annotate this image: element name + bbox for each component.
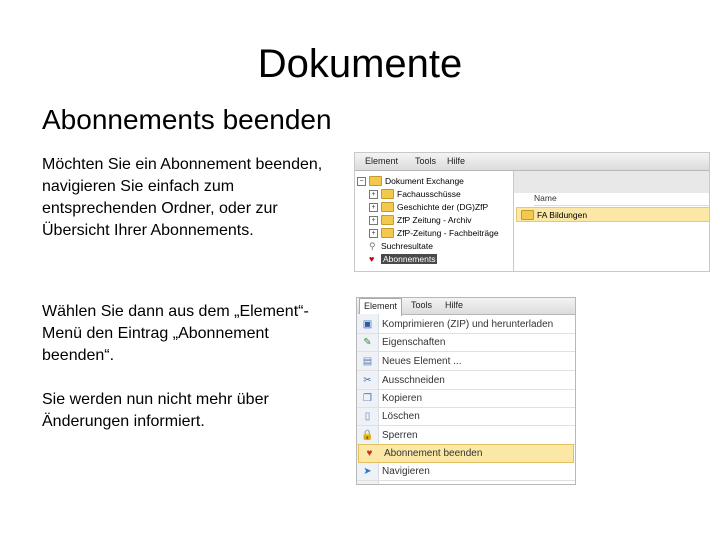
menu-hilfe[interactable]: Hilfe bbox=[447, 156, 466, 166]
tree-item-geschichte[interactable]: + Geschichte der (DG)ZfP bbox=[369, 201, 488, 213]
tree-item-zfp-archiv[interactable]: + ZfP Zeitung - Archiv bbox=[369, 214, 471, 226]
slide-subtitle: Abonnements beenden bbox=[42, 104, 332, 135]
paragraph-result: Sie werden nun nicht mehr über Änderungen informiert. bbox=[42, 391, 269, 430]
delete-icon: ▯ bbox=[364, 411, 371, 422]
menu-element[interactable]: Element bbox=[365, 156, 399, 166]
folder-tree bbox=[355, 171, 514, 271]
menu-item-komprimieren-zip-und-herunterladen[interactable]: ▣ Komprimieren (ZIP) und herunterladen bbox=[357, 316, 575, 334]
navigate-icon: ➤ bbox=[363, 466, 372, 477]
expand-icon[interactable]: + bbox=[369, 229, 378, 238]
zip-download-icon: ▣ bbox=[362, 319, 373, 330]
menu-item-neues-element[interactable]: ▤ Neues Element ... bbox=[357, 353, 575, 371]
search-results-icon: ⚲ bbox=[369, 240, 376, 251]
folder-icon bbox=[381, 189, 394, 199]
content-pane bbox=[514, 171, 709, 271]
tree-item-abonnements[interactable]: ♥ Abonnements bbox=[369, 253, 436, 264]
paragraph-intro: Möchten Sie ein Abonnement beenden, navigieren Sie einfach zum entsprechenden Ordner, oder zur Übersicht Ihrer Abonnements. bbox=[42, 156, 323, 239]
menu-item-navigieren[interactable]: ➤ Navigieren bbox=[357, 463, 575, 481]
menu-tools[interactable]: Tools bbox=[415, 156, 437, 166]
lock-icon: 🔒 bbox=[361, 430, 374, 441]
menu-item-sperren[interactable]: 🔒 Sperren bbox=[357, 427, 575, 445]
menu-item-löschen[interactable]: ▯ Löschen bbox=[357, 408, 575, 426]
collapse-icon[interactable]: − bbox=[357, 177, 366, 186]
menu-item-kopieren[interactable]: ❐ Kopieren bbox=[357, 390, 575, 408]
expand-icon[interactable]: + bbox=[369, 203, 378, 212]
menu-item-ausschneiden[interactable]: ✂ Ausschneiden bbox=[357, 372, 575, 390]
menu-hilfe[interactable]: Hilfe bbox=[445, 300, 464, 310]
tree-item-zfp-fachbeitraege[interactable]: + ZfP-Zeitung - Fachbeiträge bbox=[369, 227, 499, 239]
heart-icon: ♥ bbox=[369, 253, 375, 264]
copy-icon: ❐ bbox=[363, 393, 372, 404]
paragraph-instructions: Wählen Sie dann aus dem „Element“-Menü den Eintrag „Abonnement beenden“. bbox=[42, 303, 309, 364]
tree-item-dokument-exchange[interactable]: − Dokument Exchange bbox=[357, 175, 464, 187]
list-item[interactable]: FA Bildungen bbox=[516, 207, 710, 222]
folder-icon bbox=[369, 176, 382, 186]
slide-title: Dokumente bbox=[257, 42, 463, 86]
column-header-name[interactable]: Name bbox=[534, 193, 709, 206]
expand-icon[interactable]: + bbox=[369, 190, 378, 199]
screenshot-folder-tree bbox=[354, 152, 710, 272]
menu-element[interactable]: Element bbox=[359, 298, 402, 316]
heart-icon: ♥ bbox=[366, 448, 373, 459]
expand-icon[interactable]: + bbox=[369, 216, 378, 225]
menu-bar bbox=[355, 153, 709, 171]
folder-icon bbox=[521, 210, 534, 220]
menu-item-eigenschaften[interactable]: ✎ Eigenschaften bbox=[357, 334, 575, 352]
menu-item-abonnement-beenden[interactable]: ♥ Abonnement beenden bbox=[358, 444, 574, 463]
folder-icon bbox=[381, 202, 394, 212]
toolbar bbox=[514, 171, 709, 193]
tree-item-suchresultate[interactable]: ⚲ Suchresultate bbox=[369, 240, 433, 251]
menu-bar bbox=[357, 298, 575, 315]
cut-icon: ✂ bbox=[363, 375, 372, 386]
new-element-icon: ▤ bbox=[362, 356, 373, 367]
folder-icon bbox=[381, 228, 394, 238]
properties-icon: ✎ bbox=[363, 337, 372, 348]
menu-tools[interactable]: Tools bbox=[411, 300, 433, 310]
folder-icon bbox=[381, 215, 394, 225]
screenshot-element-menu bbox=[356, 297, 576, 485]
tree-item-fachausschuesse[interactable]: + Fachausschüsse bbox=[369, 188, 461, 200]
